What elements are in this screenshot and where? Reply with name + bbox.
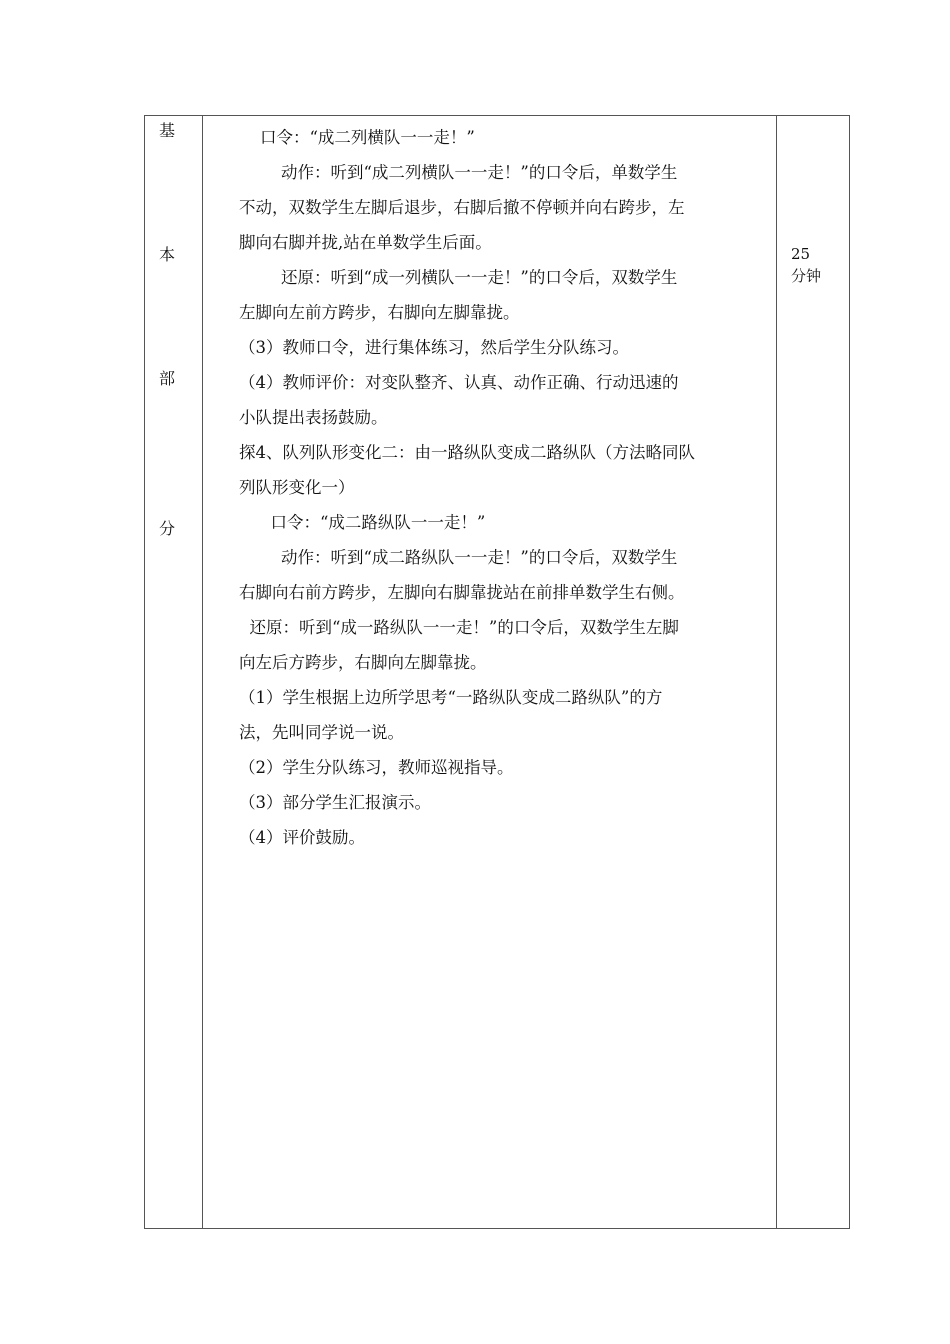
content-line: （3）部分学生汇报演示。 [239,793,431,812]
section-char: 基 [158,121,175,140]
content-line: 口令：“成二路纵队一一走！” [239,513,486,532]
time-cell [777,116,849,1228]
content-cell [203,116,777,1228]
content-line: （1）学生根据上边所学思考“一路纵队变成二路纵队”的方 [239,688,663,707]
content-line: 左脚向左前方跨步，右脚向左脚靠拢。 [239,303,520,322]
content-line: 列队形变化一） [239,478,355,497]
time-unit: 分钟 [791,267,822,285]
content-line: 还原：听到“成一列横队一一走！”的口令后，双数学生 [239,268,678,287]
content-line: （4）教师评价：对变队整齐、认真、动作正确、行动迅速的 [239,373,679,392]
content-line: 口令：“成二列横队一一走！” [239,128,475,147]
section-char: 分 [158,519,175,538]
content-line: 法，先叫同学说一说。 [239,723,404,742]
content-line: 还原：听到“成一路纵队一一走！”的口令后，双数学生左脚 [239,618,679,637]
content-line: 脚向右脚并拢,站在单数学生后面。 [239,233,492,252]
time-minutes: 25 [791,245,811,263]
content-line: 探4、队列队形变化二：由一路纵队变成二路纵队（方法略同队 [239,443,695,462]
content-line: （3）教师口令，进行集体练习，然后学生分队练习。 [239,338,629,357]
content-line: （2）学生分队练习，教师巡视指导。 [239,758,514,777]
content-line: 小队提出表扬鼓励。 [239,408,388,427]
content-line: 动作：听到“成二列横队一一走！”的口令后，单数学生 [239,163,678,182]
content-line: 向左后方跨步，右脚向左脚靠拢。 [239,653,487,672]
content-line: 右脚向右前方跨步，左脚向右脚靠拢站在前排单数学生右侧。 [239,583,685,602]
lesson-table [144,115,850,1229]
section-char: 本 [158,245,175,264]
section-char: 部 [158,369,175,388]
content-line: 动作：听到“成二路纵队一一走！”的口令后，双数学生 [239,548,678,567]
section-label-cell [145,116,202,1228]
content-line: （4）评价鼓励。 [239,828,365,847]
content-line: 不动，双数学生左脚后退步，右脚后撤不停顿并向右跨步，左 [239,198,685,217]
